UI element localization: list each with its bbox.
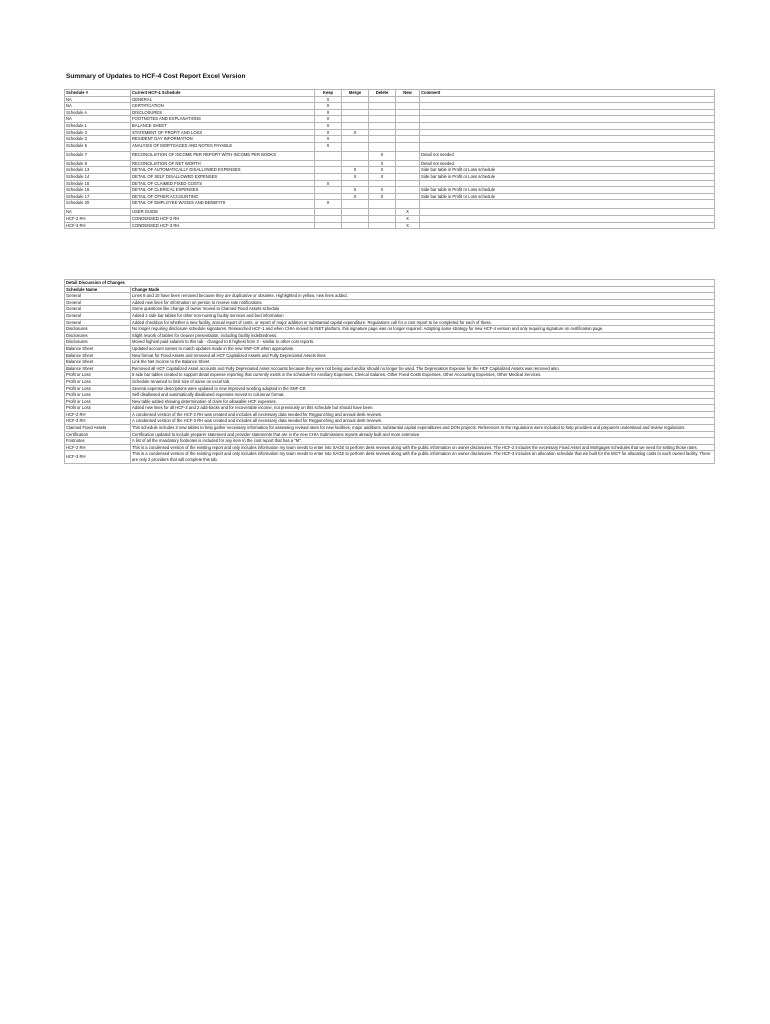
- table-cell: [396, 103, 420, 110]
- table-row: [65, 319, 715, 326]
- table-cell: Detail not needed: [420, 160, 715, 167]
- table-row: [65, 411, 715, 418]
- change-made-cell: Several expense descriptions were updated to new improved wording adopted in the SNF-CR: [131, 385, 715, 392]
- table-cell: [369, 129, 396, 136]
- table-cell: DISCLOSURES: [131, 109, 315, 116]
- table-row: [65, 180, 715, 187]
- table-cell: X: [369, 167, 396, 174]
- table-cell: Detail not needed: [420, 151, 715, 160]
- table-cell: X: [315, 180, 342, 187]
- schedule-name-cell: Certification: [65, 431, 131, 438]
- table-cell: RESIDENT DAY INFORMATION: [131, 136, 315, 143]
- table-cell: X: [369, 193, 396, 200]
- change-made-cell: A condensed version of the HCF-3 RH was created and includes all necessary data needed for Regpunching and annual desk reviews.: [131, 418, 715, 425]
- table-cell: [420, 122, 715, 129]
- table-cell: [315, 222, 342, 229]
- table-row: [65, 215, 715, 222]
- table-row: [65, 116, 715, 123]
- table-cell: RECONCILIATION OF INCOME PER REPORT WITH INCOME PER BOOKS: [131, 151, 315, 160]
- summary-header-cell: Keep: [315, 90, 342, 97]
- table-cell: NA: [65, 96, 131, 103]
- table-cell: [315, 160, 342, 167]
- table-cell: [396, 173, 420, 180]
- table-cell: [342, 96, 369, 103]
- table-cell: [342, 209, 369, 216]
- change-made-cell: Slight rework of tables for cleaner presentation, including facility indebtedness.: [131, 332, 715, 339]
- table-cell: BALANCE SHEET: [131, 122, 315, 129]
- table-cell: [315, 151, 342, 160]
- table-row: [65, 425, 715, 432]
- table-row: [65, 122, 715, 129]
- table-cell: Schedule 14: [65, 173, 131, 180]
- table-cell: [420, 136, 715, 143]
- table-row: [65, 151, 715, 160]
- table-row: [65, 167, 715, 174]
- table-row: [65, 173, 715, 180]
- table-cell: X: [315, 103, 342, 110]
- change-made-cell: Added 2 side bar tables for other non-nursing facility services and bed information: [131, 312, 715, 319]
- schedule-name-cell: Footnotes: [65, 438, 131, 445]
- table-row: [65, 365, 715, 372]
- table-row: [65, 431, 715, 438]
- change-made-cell: This is a condensed version of the existing report and only includes information my team needs to enter into SAGE to perform desk reviews along with the public information on owner disclosures. The HCF-3 includes an allocation schedule that we built for the MGT for allocating costs to each owned facility. There are only 2 providers that will complete this tab.: [131, 451, 715, 463]
- table-cell: [396, 167, 420, 174]
- table-cell: [342, 222, 369, 229]
- change-made-cell: 5 side bar tables created to support detail expense reporting that currently exists in the schedule for Ancillary Expenses, Clerical Salaries, Other Fixed Costs Expenses, Other Accounting Expenses, Other Medical Services.: [131, 372, 715, 379]
- table-cell: [420, 129, 715, 136]
- change-made-cell: This is a condensed version of the existing report and only includes information my team needs to enter into SAGE to perform desk reviews along with the public information on owner disclosures. The HCF-2 includes the necessary Fixed Asset and Mortgages schedules that we need for setting those rates.: [131, 444, 715, 451]
- table-cell: [342, 122, 369, 129]
- table-cell: CONDENSED HCF-2 RH: [131, 215, 315, 222]
- table-cell: Schedule 5: [65, 142, 131, 151]
- table-cell: Schedule 13: [65, 167, 131, 174]
- change-made-cell: Lines 8 and 10 have been removed because they are duplicative or obsolete. Highlighted in yellow, new lines added.: [131, 293, 715, 300]
- table-cell: [396, 151, 420, 160]
- schedule-name-cell: General: [65, 299, 131, 306]
- table-cell: [396, 109, 420, 116]
- table-row: [65, 339, 715, 346]
- table-cell: HCF-2 RH: [65, 215, 131, 222]
- table-cell: FOOTNOTES AND EXPLANATIONS: [131, 116, 315, 123]
- table-cell: X: [396, 222, 420, 229]
- table-cell: X: [396, 215, 420, 222]
- change-made-cell: Some questions like change of owner moved to Claimed Fixed Assets schedule.: [131, 306, 715, 313]
- change-made-cell: Self disallowed and automatically disallowed expenses moved to columnar format.: [131, 392, 715, 399]
- table-cell: [342, 215, 369, 222]
- table-cell: [420, 215, 715, 222]
- table-cell: [369, 122, 396, 129]
- schedule-name-cell: Profit or Loss: [65, 372, 131, 379]
- table-cell: [315, 215, 342, 222]
- table-cell: DETAIL OF SELF DISALLOWED EXPENSES: [131, 173, 315, 180]
- change-made-cell: Removed all HCF Capitalized Asset accounts and Fully Depreciated Asset Accounts because they were not being used and/or should no longer be used. The Depreciation Expense for the HCF Capitalized Assets was removed also.: [131, 365, 715, 372]
- table-row: [65, 451, 715, 463]
- table-row: [65, 359, 715, 366]
- table-cell: [396, 180, 420, 187]
- table-cell: X: [315, 96, 342, 103]
- table-cell: [369, 180, 396, 187]
- details-header-row: [65, 286, 715, 293]
- table-cell: [342, 180, 369, 187]
- summary-table: [64, 89, 715, 229]
- schedule-name-cell: Balance Sheet: [65, 352, 131, 359]
- summary-header-cell: Delete: [369, 90, 396, 97]
- table-cell: X: [369, 160, 396, 167]
- table-cell: [396, 200, 420, 209]
- table-cell: X: [342, 173, 369, 180]
- table-cell: Side bar table in Profit or Loss schedule: [420, 193, 715, 200]
- table-cell: X: [369, 151, 396, 160]
- table-cell: Schedule A: [65, 109, 131, 116]
- table-cell: [369, 96, 396, 103]
- table-cell: X: [396, 209, 420, 216]
- table-cell: [396, 129, 420, 136]
- table-row: [65, 222, 715, 229]
- table-cell: NA: [65, 209, 131, 216]
- table-cell: Schedule 17: [65, 193, 131, 200]
- schedule-name-cell: HCF-3 RH: [65, 451, 131, 463]
- schedule-name-cell: Disclosures: [65, 339, 131, 346]
- details-header-cell: Schedule Name: [65, 286, 131, 293]
- schedule-name-cell: Disclosures: [65, 332, 131, 339]
- table-cell: DETAIL OF CLAIMED FIXED COSTS: [131, 180, 315, 187]
- change-made-cell: This schedule includes 2 new tables to help gather necessary information for assessing revised rates for new facilities, major additions, substantial capital expenditures and DON projects. References to the regulations were included to help providers and preparers understand and review regulations.: [131, 425, 715, 432]
- table-cell: X: [369, 173, 396, 180]
- table-cell: [315, 173, 342, 180]
- table-cell: CERTIFICATION: [131, 103, 315, 110]
- schedule-name-cell: General: [65, 319, 131, 326]
- table-cell: Side bar table in Profit or Loss schedule: [420, 173, 715, 180]
- change-made-cell: Schedule renamed to limit size of name on excel tab.: [131, 378, 715, 385]
- table-row: [65, 352, 715, 359]
- change-made-cell: Moved highest paid salaries to this tab - changed to 5 highest from 3 - similar to other cost reports.: [131, 339, 715, 346]
- table-cell: [396, 136, 420, 143]
- table-row: [65, 136, 715, 143]
- table-row: [65, 129, 715, 136]
- table-cell: [342, 136, 369, 143]
- schedule-name-cell: General: [65, 293, 131, 300]
- table-row: [65, 103, 715, 110]
- table-cell: DETAIL OF AUTOMATICALLY DISALLOWED EXPENSES: [131, 167, 315, 174]
- table-row: [65, 160, 715, 167]
- table-cell: [342, 103, 369, 110]
- table-cell: [420, 209, 715, 216]
- change-made-cell: Updated account names to match updates made in the new SNF-CR when appropriate.: [131, 345, 715, 352]
- table-cell: [396, 116, 420, 123]
- change-made-cell: Added new lines for all HCF-3 and 2 add-backs and for recoverable income, not previously on this schedule but should have been.: [131, 405, 715, 412]
- table-row: [65, 142, 715, 151]
- table-cell: DETAIL OF CLERICAL EXPENSES: [131, 187, 315, 194]
- table-cell: DETAIL OF OTHER ACCOUNTING: [131, 193, 315, 200]
- table-cell: X: [315, 200, 342, 209]
- table-cell: CONDENSED HCF-3 RH: [131, 222, 315, 229]
- table-cell: X: [342, 193, 369, 200]
- table-cell: [396, 142, 420, 151]
- table-row: [65, 326, 715, 333]
- summary-header-cell: Comment: [420, 90, 715, 97]
- section-title: Detail Discussion of Changes: [65, 280, 715, 287]
- change-made-cell: Added checkbox for whether a new facility, annual report of costs, or report of major addition or substantial capital expenditure. Regulations call for a cost report to be completed for each of these.: [131, 319, 715, 326]
- table-cell: X: [315, 129, 342, 136]
- table-cell: Schedule 16: [65, 187, 131, 194]
- table-cell: [315, 187, 342, 194]
- table-cell: X: [315, 116, 342, 123]
- schedule-name-cell: Balance Sheet: [65, 365, 131, 372]
- table-cell: Side bar table in Profit or Loss schedule: [420, 187, 715, 194]
- table-cell: [369, 142, 396, 151]
- table-cell: [342, 116, 369, 123]
- table-row: [65, 306, 715, 313]
- table-cell: GENERAL: [131, 96, 315, 103]
- table-cell: Schedule 20: [65, 200, 131, 209]
- table-cell: X: [342, 187, 369, 194]
- table-cell: Schedule 3: [65, 136, 131, 143]
- table-cell: [396, 193, 420, 200]
- table-cell: [342, 109, 369, 116]
- change-made-cell: Link the Net Income to the Balance Sheet: [131, 359, 715, 366]
- table-cell: NA: [65, 103, 131, 110]
- table-row: [65, 299, 715, 306]
- schedule-name-cell: Balance Sheet: [65, 359, 131, 366]
- table-cell: STATEMENT OF PROFIT AND LOSS: [131, 129, 315, 136]
- schedule-name-cell: Profit or Loss: [65, 385, 131, 392]
- table-cell: X: [315, 122, 342, 129]
- table-cell: X: [342, 167, 369, 174]
- schedule-name-cell: Balance Sheet: [65, 345, 131, 352]
- table-row: [65, 332, 715, 339]
- table-cell: [369, 200, 396, 209]
- table-cell: [342, 151, 369, 160]
- table-cell: [342, 200, 369, 209]
- change-made-cell: New format for Fixed Assets and removed all HCF Capitalized Assets and Fully Depreciated Assets lines: [131, 352, 715, 359]
- table-cell: [420, 116, 715, 123]
- section-title-row: [65, 280, 715, 287]
- table-cell: Schedule 2: [65, 129, 131, 136]
- table-row: [65, 378, 715, 385]
- table-cell: [342, 142, 369, 151]
- table-cell: [420, 96, 715, 103]
- schedule-name-cell: HCF-2 RH: [65, 444, 131, 451]
- table-cell: X: [315, 109, 342, 116]
- table-cell: Side bar table in Profit or Loss schedule: [420, 167, 715, 174]
- table-cell: USER GUIDE: [131, 209, 315, 216]
- table-cell: [420, 222, 715, 229]
- summary-header-row: [65, 90, 715, 97]
- table-row: [65, 418, 715, 425]
- table-cell: Schedule 8: [65, 160, 131, 167]
- table-cell: [315, 209, 342, 216]
- table-row: [65, 438, 715, 445]
- page-title: Summary of Updates to HCF-4 Cost Report Excel Version: [66, 73, 246, 80]
- table-row: [65, 345, 715, 352]
- table-cell: [369, 209, 396, 216]
- change-made-cell: Certification updated to include preparer statement and provider statements that are in the new CHIA Submissions reports already built and more extensive.: [131, 431, 715, 438]
- table-cell: [369, 215, 396, 222]
- table-cell: NA: [65, 116, 131, 123]
- table-row: [65, 200, 715, 209]
- table-row: [65, 96, 715, 103]
- table-cell: RECONCILIATION OF NET WORTH: [131, 160, 315, 167]
- table-cell: [420, 109, 715, 116]
- table-cell: [396, 96, 420, 103]
- details-header-cell: Change Made: [131, 286, 715, 293]
- schedule-name-cell: HCF-3 RH: [65, 418, 131, 425]
- summary-header-cell: Merge: [342, 90, 369, 97]
- schedule-name-cell: Profit or Loss: [65, 392, 131, 399]
- change-made-cell: A condensed version of the HCF-2 RH was created and includes all necessary data needed for Regpunching and annual desk reviews.: [131, 411, 715, 418]
- table-cell: Schedule 15: [65, 180, 131, 187]
- table-row: [65, 187, 715, 194]
- table-cell: X: [369, 187, 396, 194]
- summary-header-cell: Current HCF-4 Schedule: [131, 90, 315, 97]
- summary-header-cell: New: [396, 90, 420, 97]
- table-cell: [420, 142, 715, 151]
- table-row: [65, 444, 715, 451]
- table-row: [65, 398, 715, 405]
- schedule-name-cell: General: [65, 312, 131, 319]
- table-cell: [369, 109, 396, 116]
- table-cell: X: [315, 142, 342, 151]
- table-cell: Schedule 7: [65, 151, 131, 160]
- table-cell: [420, 200, 715, 209]
- table-row: [65, 392, 715, 399]
- change-made-cell: Added new lines for information on person to receive rate notifications.: [131, 299, 715, 306]
- schedule-name-cell: Profit or Loss: [65, 378, 131, 385]
- table-cell: [396, 187, 420, 194]
- change-made-cell: No longer requiring disclosure schedule signatures. Researched HCF-1 and when CHIA moved to INET platform, this signature page was no longer required. Adopting same strategy for new HCF-4 version and only requiring signature on certification page.: [131, 326, 715, 333]
- table-row: [65, 372, 715, 379]
- details-table: [64, 279, 715, 464]
- table-cell: X: [342, 129, 369, 136]
- table-cell: [369, 222, 396, 229]
- schedule-name-cell: HCF-2 RH: [65, 411, 131, 418]
- table-row: [65, 193, 715, 200]
- table-cell: [369, 136, 396, 143]
- schedule-name-cell: General: [65, 306, 131, 313]
- table-cell: DETAIL OF EMPLOYEE WAGES AND BENEFITS: [131, 200, 315, 209]
- table-cell: [315, 193, 342, 200]
- table-cell: [396, 122, 420, 129]
- schedule-name-cell: Claimed Fixed Assets: [65, 425, 131, 432]
- schedule-name-cell: Profit or Loss: [65, 398, 131, 405]
- change-made-cell: New table added showing determination of claim for allowable HCF expenses.: [131, 398, 715, 405]
- table-row: [65, 385, 715, 392]
- table-cell: [369, 116, 396, 123]
- table-row: [65, 293, 715, 300]
- table-cell: Schedule 1: [65, 122, 131, 129]
- change-made-cell: A list of all the mandatory footnotes is included for any item in the cost report that has a "M".: [131, 438, 715, 445]
- schedule-name-cell: Disclosures: [65, 326, 131, 333]
- table-cell: [420, 103, 715, 110]
- table-cell: [342, 160, 369, 167]
- table-row: [65, 405, 715, 412]
- schedule-name-cell: Profit or Loss: [65, 405, 131, 412]
- summary-header-cell: Schedule #: [65, 90, 131, 97]
- table-row: [65, 109, 715, 116]
- table-row: [65, 209, 715, 216]
- table-cell: [420, 180, 715, 187]
- table-cell: [315, 167, 342, 174]
- table-cell: X: [315, 136, 342, 143]
- table-cell: ANALYSIS OF MORTGAGES AND NOTES PAYABLE: [131, 142, 315, 151]
- table-cell: [369, 103, 396, 110]
- table-row: [65, 312, 715, 319]
- table-cell: HCF-3 RH: [65, 222, 131, 229]
- table-cell: [396, 160, 420, 167]
